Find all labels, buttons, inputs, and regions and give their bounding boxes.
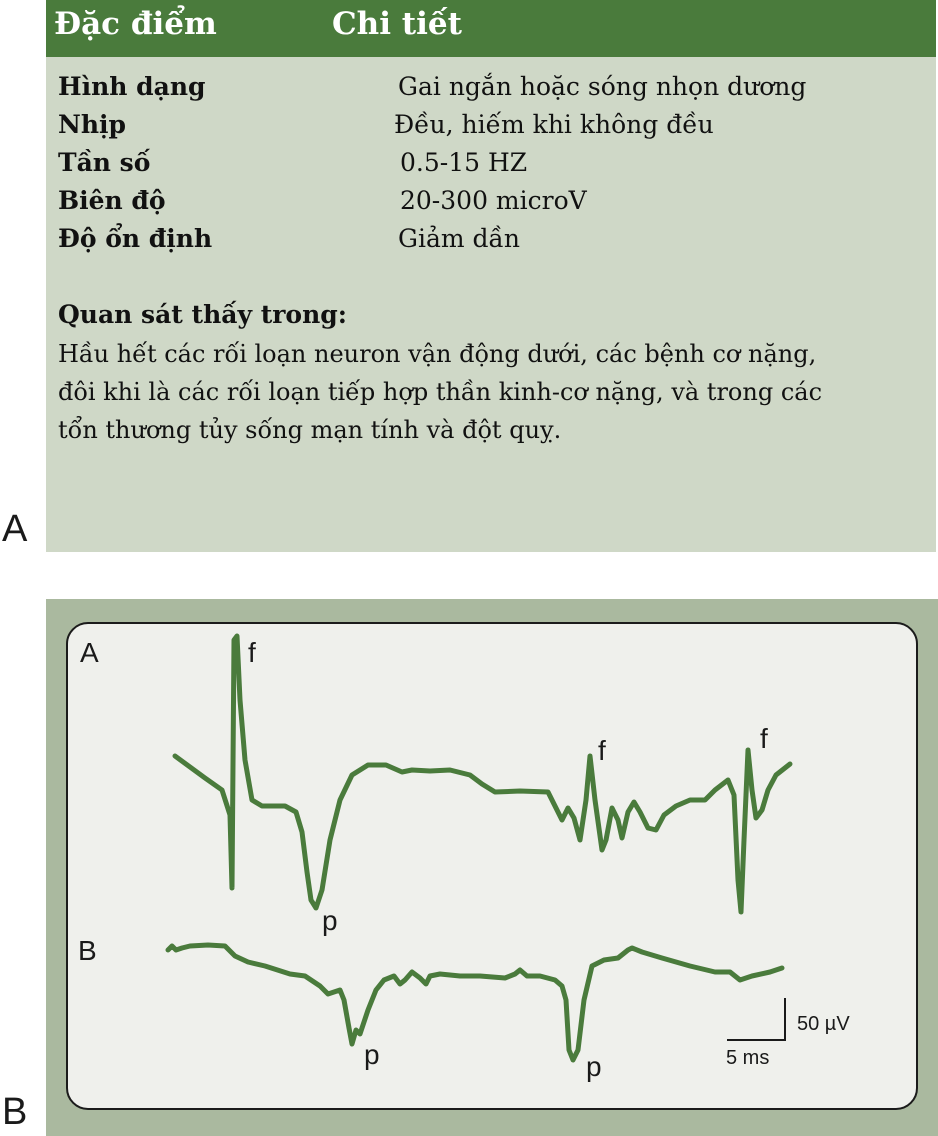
trace-b-waveform [168, 945, 782, 1060]
fibrillation-peak-label: f [760, 723, 768, 754]
row-value: Đều, hiếm khi không đều [394, 110, 714, 139]
observed-in-title: Quan sát thấy trong: [58, 300, 347, 329]
fibrillation-peak-label: f [598, 735, 606, 766]
positive-sharp-wave-label: p [586, 1051, 602, 1082]
positive-sharp-wave-label: p [364, 1039, 380, 1070]
scale-bar-amplitude-label: 50 µV [797, 1013, 850, 1035]
trace-b-label: B [78, 935, 97, 966]
scale-bar [727, 998, 785, 1040]
fibrillation-peak-label: f [248, 637, 256, 668]
row-key: Nhịp [58, 110, 127, 139]
trace-a-waveform [175, 636, 790, 912]
row-key: Độ ổn định [58, 224, 213, 253]
row-value: Gai ngắn hoặc sóng nhọn dương [398, 72, 807, 101]
observed-in-line: đôi khi là các rối loạn tiếp hợp thần kinh-cơ nặng, và trong các [58, 378, 823, 406]
observed-in-line: Hầu hết các rối loạn neuron vận động dưới, các bệnh cơ nặng, [58, 340, 817, 368]
header-feature: Đặc điểm [54, 6, 217, 42]
observed-in-line: tổn thương tủy sống mạn tính và đột quỵ. [58, 416, 562, 444]
panel-label-a: A [2, 508, 28, 550]
trace-a-label: A [80, 637, 99, 668]
header-detail: Chi tiết [332, 6, 462, 42]
row-key: Biên độ [58, 186, 166, 215]
row-key: Tần số [58, 148, 151, 177]
row-value: 0.5-15 HZ [400, 148, 528, 177]
row-value: Giảm dần [398, 224, 520, 253]
row-value: 20-300 microV [400, 186, 587, 215]
scale-bar-time-label: 5 ms [726, 1047, 770, 1069]
positive-sharp-wave-label: p [322, 905, 338, 936]
panel-label-b: B [2, 1091, 28, 1133]
row-key: Hình dạng [58, 72, 206, 101]
